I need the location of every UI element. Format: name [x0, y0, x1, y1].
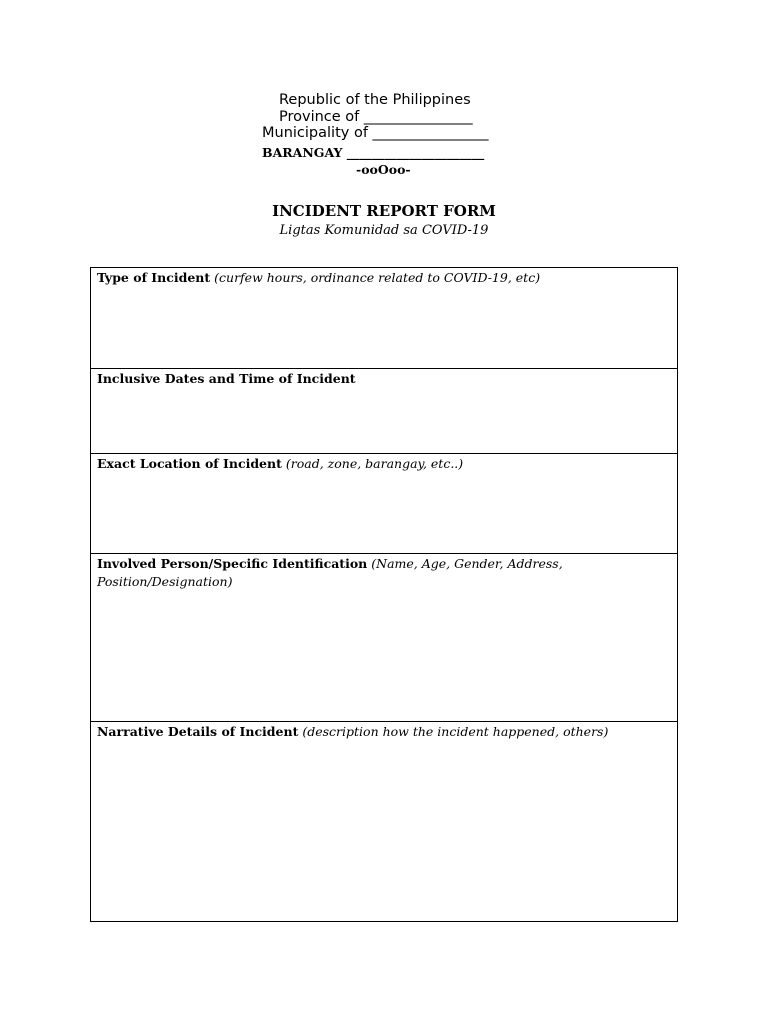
field-label: Inclusive Dates and Time of Incident	[97, 371, 356, 386]
field-hint: (Name, Age, Gender, Address, Position/Designation)	[97, 556, 563, 589]
field-hint: (curfew hours, ordinance related to COVID-19, etc)	[214, 270, 541, 285]
header-province: Province of _______________	[279, 109, 473, 125]
field-exact-location[interactable]	[91, 454, 677, 554]
field-label: Exact Location of Incident	[97, 456, 282, 471]
field-dates-time[interactable]	[91, 369, 677, 454]
field-hint: (description how the incident happened, others)	[302, 724, 609, 739]
field-label: Involved Person/Specific Identification	[97, 556, 368, 571]
field-type-of-incident[interactable]	[91, 268, 677, 369]
field-involved-person[interactable]	[91, 554, 677, 722]
field-label: Narrative Details of Incident	[97, 724, 299, 739]
form-subtitle: Ligtas Komunidad sa COVID-19	[279, 223, 489, 238]
header-barangay: BARANGAY ______________________	[262, 145, 485, 160]
field-label: Type of Incident	[97, 270, 211, 285]
header-separator: -ooOoo-	[356, 162, 411, 177]
field-hint: (road, zone, barangay, etc..)	[285, 456, 464, 471]
form-title: INCIDENT REPORT FORM	[272, 202, 496, 220]
incident-form-table	[90, 267, 678, 922]
header-republic: Republic of the Philippines	[279, 92, 471, 108]
header-municipality: Municipality of ________________	[262, 125, 489, 141]
field-narrative-details[interactable]	[91, 722, 677, 923]
